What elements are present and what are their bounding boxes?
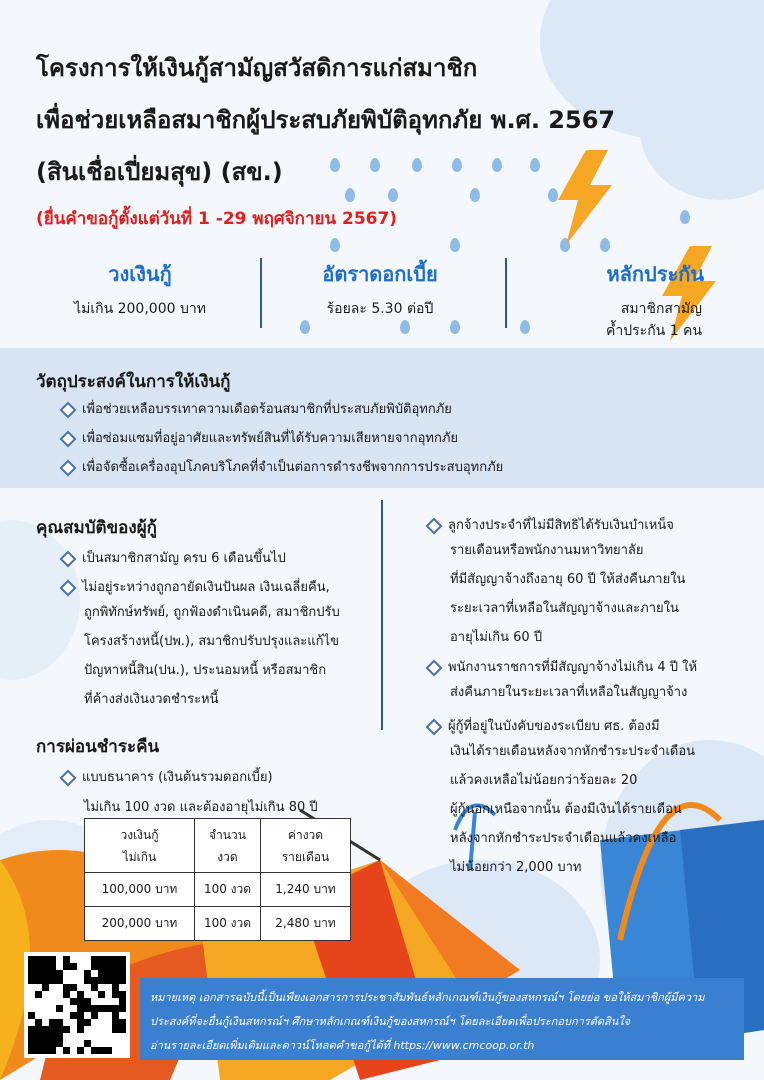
stat-value: ค้ำประกัน 1 คน bbox=[606, 323, 702, 339]
repayment-sub: ไม่เกิน 100 งวด และต้องอายุไม่เกิน 80 ปี bbox=[84, 800, 318, 815]
footer-note: หมายเหตุ เอกสารฉบับนี้เป็นเพียงเอกสารการประชาสัมพันธ์หลักเกณฑ์เงินกู้ของสหกรณ์ฯ โดยย่อ ขอให้สมาชิกผู้มีความ ประสงค์ที่จะยื่นกู้เงินสหกรณ์ฯ ศึกษาหลักเกณฑ์เงินกู้ของสหกรณ์ฯ โดยละเอียดเพื่อประกอบการตัดสินใจ อ่านรายละเอียดเพิ่มเติมและดาวน์โหลดคำขอกู้ได้ที่ https://www.cmcoop.or.th bbox=[140, 978, 744, 1060]
diamond-bullet-icon bbox=[60, 459, 77, 476]
objective-item: เพื่อซ่อมแซมที่อยู่อาศัยและทรัพย์สินที่ได้รับความเสียหายจากอุทกภัย bbox=[62, 427, 458, 448]
diamond-bullet-icon bbox=[426, 718, 443, 735]
right-item-2-continued: ส่งคืนภายในระยะเวลาที่เหลือในสัญญาจ้าง bbox=[450, 685, 688, 700]
right-item-1: ลูกจ้างประจำที่ไม่มีสิทธิได้รับเงินบำเหน็จ bbox=[428, 514, 674, 535]
stat-value: ร้อยละ 5.30 ต่อปี bbox=[326, 301, 434, 317]
right-item-3: ผู้กู้ที่อยู่ในบังคับของระเบียบ ศธ. ต้องมี bbox=[428, 715, 660, 736]
qualification-item-continued: ถูกพิทักษ์ทรัพย์, ถูกฟ้องดำเนินคดี, สมาชิกปรับ โครงสร้างหนี้(ปพ.), สมาชิกปรับปรุงและแก้ไข ปัญหาหนี้สิน(ปน.), ประนอมหนี้ หรือสมาชิก ที่ค้างส่งเงินงวดชำระหนี้ bbox=[84, 605, 340, 707]
title-line-2: เพื่อช่วยเหลือสมาชิกผู้ประสบภัยพิบัติอุทกภัย พ.ศ. 2567 bbox=[36, 106, 616, 134]
objectives-title: วัตถุประสงค์ในการให้เงินกู้ bbox=[36, 372, 231, 392]
title-line-3: (สินเชื่อเปี่ยมสุข) (สข.) bbox=[36, 158, 283, 186]
qualification-item: ไม่อยู่ระหว่างถูกอายัดเงินปันผล เงินเฉลี่ยคืน, bbox=[62, 576, 330, 597]
title-line-1: โครงการให้เงินกู้สามัญสวัสดิการแก่สมาชิก bbox=[36, 54, 478, 82]
table-header: ค่างวด รายเดือน bbox=[261, 819, 351, 873]
divider bbox=[260, 258, 262, 328]
application-date: (ยื่นคำขอกู้ตั้งแต่วันที่ 1 -29 พฤศจิกายน 2567) bbox=[36, 209, 398, 229]
repayment-title: การผ่อนชำระคืน bbox=[36, 737, 160, 757]
qr-code-icon bbox=[24, 952, 130, 1058]
objective-item: เพื่อช่วยเหลือบรรเทาความเดือดร้อนสมาชิกที่ประสบภัยพิบัติอุทกภัย bbox=[62, 398, 452, 419]
stat-loan-amount bbox=[40, 258, 240, 320]
table-row: 200,000 บาท 100 งวด 2,480 บาท bbox=[85, 907, 351, 941]
diamond-bullet-icon bbox=[60, 430, 77, 447]
stat-value: สมาชิกสามัญ bbox=[620, 301, 702, 317]
right-item-1-continued: รายเดือนหรือพนักงานมหาวิทยาลัย ที่มีสัญญาจ้างถึงอายุ 60 ปี ให้ส่งคืนภายใน ระยะเวลาที่เหลือในสัญญาจ้างและภายใน อายุไม่เกิน 60 ปี bbox=[450, 543, 686, 645]
table-row: 100,000 บาท 100 งวด 1,240 บาท bbox=[85, 873, 351, 907]
stat-value: ไม่เกิน 200,000 บาท bbox=[74, 301, 206, 317]
repayment-table bbox=[84, 818, 351, 941]
stat-title: อัตราดอกเบี้ย bbox=[322, 262, 438, 286]
qualification-item: เป็นสมาชิกสามัญ ครบ 6 เดือนขึ้นไป bbox=[62, 547, 286, 568]
diamond-bullet-icon bbox=[426, 517, 443, 534]
cloud-icon bbox=[0, 520, 80, 680]
stat-title: วงเงินกู้ bbox=[108, 262, 172, 286]
qualifications-title: คุณสมบัติของผู้กู้ bbox=[36, 518, 157, 538]
table-header: วงเงินกู้ ไม่เกิน bbox=[85, 819, 195, 873]
stat-title: หลักประกัน bbox=[606, 262, 704, 286]
diamond-bullet-icon bbox=[60, 550, 77, 567]
objective-item: เพื่อจัดซื้อเครื่องอุปโภคบริโภคที่จำเป็นต่อการดำรงชีพจากการประสบอุทกภัย bbox=[62, 456, 503, 477]
stat-interest-rate bbox=[280, 258, 480, 320]
diamond-bullet-icon bbox=[60, 401, 77, 418]
table-header: จำนวน งวด bbox=[195, 819, 261, 873]
repayment-item: แบบธนาคาร (เงินต้นรวมดอกเบี้ย) bbox=[62, 766, 273, 787]
right-item-3-continued: เงินได้รายเดือนหลังจากหักชำระประจำเดือน แล้วคงเหลือไม่น้อยกว่าร้อยละ 20 ผู้กู้นอกเหนือจากนั้น ต้องมีเงินได้รายเดือน หลังจากหักชำระประจำเดือนแล้วคงเหลือ ไม่น้อยกว่า 2,000 บาท bbox=[450, 744, 696, 875]
diamond-bullet-icon bbox=[426, 659, 443, 676]
stat-collateral bbox=[530, 258, 730, 342]
diamond-bullet-icon bbox=[60, 579, 77, 596]
right-item-2: พนักงานราชการที่มีสัญญาจ้างไม่เกิน 4 ปี ให้ bbox=[428, 656, 697, 677]
divider bbox=[505, 258, 507, 328]
diamond-bullet-icon bbox=[60, 769, 77, 786]
column-divider bbox=[381, 500, 383, 730]
lightning-bolt-icon bbox=[548, 150, 618, 245]
